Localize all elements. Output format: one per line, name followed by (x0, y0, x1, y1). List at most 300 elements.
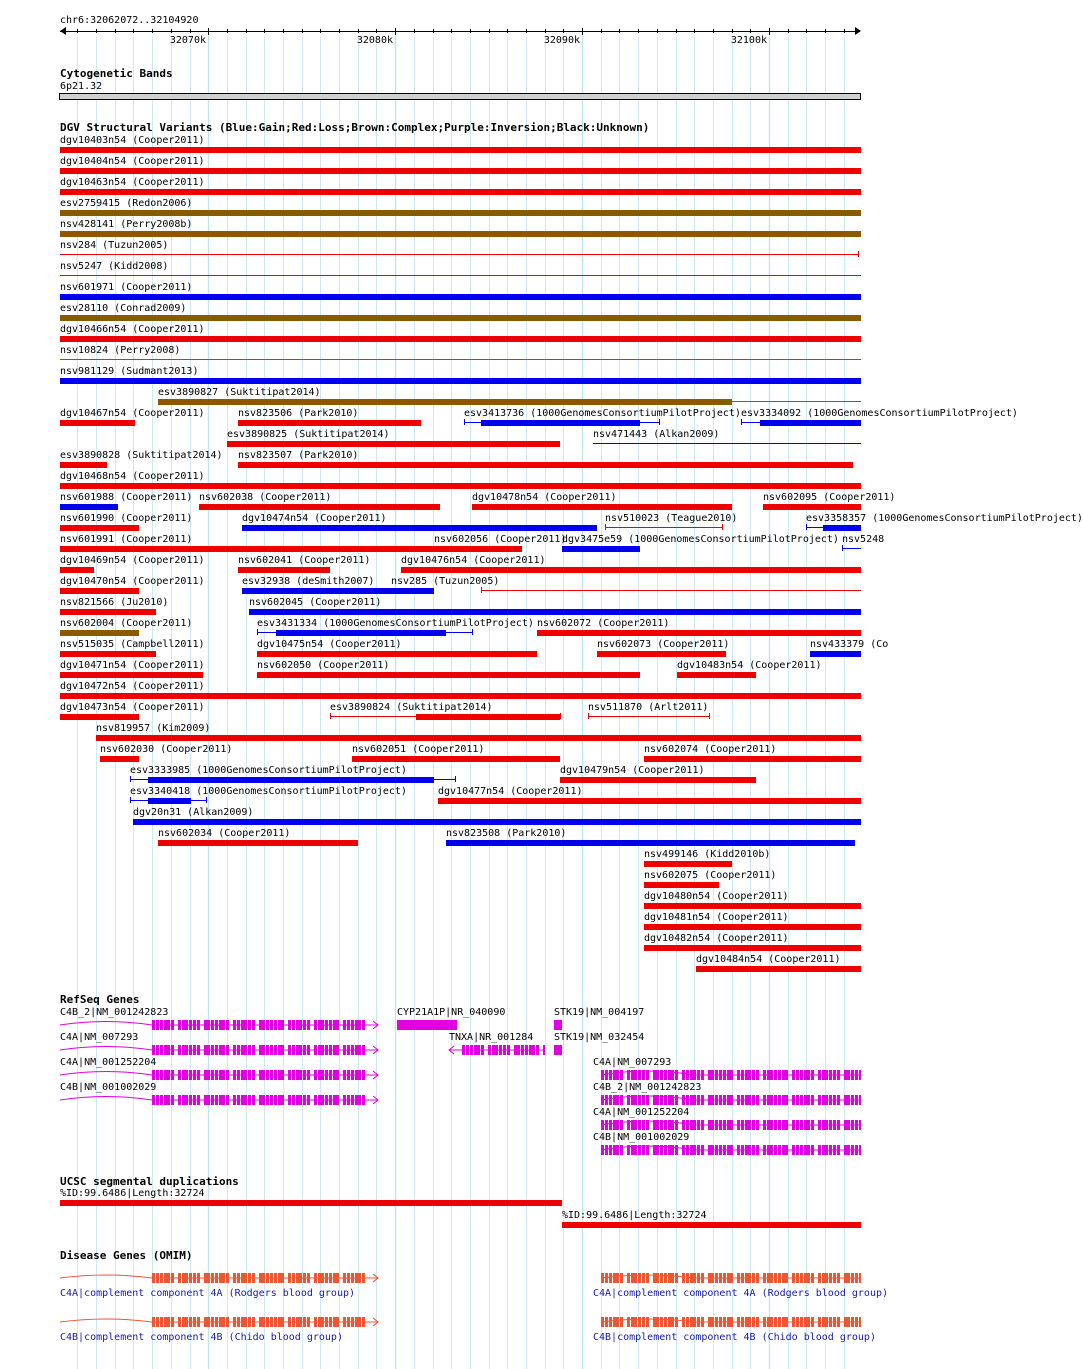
exon-block (723, 1070, 726, 1080)
dgv-variant-bar[interactable] (60, 210, 861, 216)
dgv-variant-cap (472, 629, 473, 635)
gene-label[interactable]: C4A|NM_001252204 (60, 1057, 157, 1068)
dgv-variant-bar[interactable] (158, 399, 732, 405)
omim-exon-block (855, 1317, 858, 1327)
dgv-variant-bar[interactable] (810, 651, 861, 657)
dgv-variant-label[interactable]: dgv10479n54 (Cooper2011) (560, 765, 705, 776)
dgv-variant-label[interactable]: nsv515035 (Campbell2011) (60, 639, 205, 650)
dgv-variant-bar[interactable] (242, 525, 597, 531)
dgv-variant-label[interactable]: nsv499146 (Kidd2010b) (644, 849, 771, 860)
omim-exon-block (682, 1317, 685, 1327)
exon-block (737, 1120, 740, 1130)
dgv-variant-label[interactable]: nsv602051 (Cooper2011) (352, 744, 485, 755)
exon-block (756, 1145, 759, 1155)
dgv-variant-bar[interactable] (823, 525, 861, 531)
dgv-variant-bar[interactable] (560, 777, 756, 783)
exon-block (818, 1120, 821, 1130)
dgv-variant-bar[interactable] (644, 945, 861, 951)
exon-block (844, 1095, 850, 1105)
exon-block (719, 1145, 722, 1155)
dgv-variant-bar[interactable] (644, 861, 732, 867)
ruler-arrow-right-icon (855, 27, 861, 35)
exon-block (664, 1095, 667, 1105)
dgv-variant-label[interactable]: nsv602073 (Cooper2011) (597, 639, 730, 650)
exon-block (804, 1070, 810, 1080)
omim-exon-block (638, 1273, 641, 1283)
exon-block (800, 1095, 803, 1105)
gene-label[interactable]: C4B_2|NM_001242823 (593, 1082, 702, 1093)
dgv-variant-label[interactable]: nsv602075 (Cooper2011) (644, 870, 777, 881)
dgv-variant-label[interactable]: nsv602050 (Cooper2011) (257, 660, 390, 671)
dgv-variant-bar[interactable] (257, 672, 640, 678)
dgv-variant-bar[interactable] (60, 609, 156, 615)
dgv-variant-label[interactable]: dgv3475e59 (1000GenomesConsortiumPilotProject) (562, 534, 839, 545)
dgv-variant-label[interactable]: nsv433379 (Co (810, 639, 889, 650)
exon-block (727, 1120, 733, 1130)
dgv-variant-label[interactable]: dgv10472n54 (Cooper2011) (60, 681, 205, 692)
omim-exon-block (800, 1317, 803, 1327)
dgv-variant-bar[interactable] (60, 147, 861, 153)
dgv-track-title: DGV Structural Variants (Blue:Gain;Red:Loss;Brown:Complex;Purple:Inversion;Black:Unknown) (60, 121, 650, 134)
exon-block (653, 1145, 659, 1155)
gene-label[interactable]: C4A|NM_007293 (593, 1057, 672, 1068)
gene-label[interactable]: TNXA|NR_001284 (449, 1032, 534, 1043)
dgv-variant-label[interactable]: dgv10476n54 (Cooper2011) (401, 555, 546, 566)
dgv-variant-label[interactable]: dgv10404n54 (Cooper2011) (60, 156, 205, 167)
dgv-variant-line (481, 590, 861, 591)
dgv-variant-bar[interactable] (401, 567, 861, 573)
exon-block (782, 1145, 788, 1155)
dgv-variant-bar[interactable] (96, 735, 861, 741)
dgv-variant-label[interactable]: esv3890828 (Suktitipat2014) (60, 450, 223, 461)
dgv-variant-label[interactable]: dgv10463n54 (Cooper2011) (60, 177, 205, 188)
dgv-variant-label[interactable]: dgv10481n54 (Cooper2011) (644, 912, 789, 923)
exon-block (642, 1120, 645, 1130)
dgv-variant-bar[interactable] (238, 567, 330, 573)
exon-block (782, 1120, 788, 1130)
omim-exon-block (851, 1273, 854, 1283)
dgv-variant-label[interactable]: nsv601991 (Cooper2011) (60, 534, 193, 545)
dgv-variant-label[interactable]: nsv602095 (Cooper2011) (763, 492, 896, 503)
dgv-variant-bar[interactable] (60, 483, 861, 489)
dgv-variant-label[interactable]: nsv602041 (Cooper2011) (238, 555, 371, 566)
exon-block (811, 1070, 814, 1080)
dgv-variant-label[interactable]: nsv821566 (Ju2010) (60, 597, 169, 608)
omim-exon-block (646, 1317, 649, 1327)
dgv-variant-bar[interactable] (60, 630, 139, 636)
refseq-track-title: RefSeq Genes (60, 993, 140, 1006)
exon-block (855, 1120, 858, 1130)
gene-model[interactable] (0, 1094, 890, 1106)
dgv-variant-bar[interactable] (238, 462, 853, 468)
omim-exon-block (697, 1317, 700, 1327)
ruler-minor-tick (358, 29, 359, 33)
exon-block (792, 1120, 795, 1130)
dgv-variant-label[interactable]: nsv823506 (Park2010) (238, 408, 359, 419)
exon-block (829, 1070, 832, 1080)
dgv-variant-label[interactable]: dgv10467n54 (Cooper2011) (60, 408, 205, 419)
dgv-variant-label[interactable]: nsv981129 (Sudmant2013) (60, 366, 199, 377)
dgv-variant-bar[interactable] (60, 359, 861, 360)
dgv-variant-label[interactable]: nsv601990 (Cooper2011) (60, 513, 193, 524)
dgv-variant-label[interactable]: dgv10484n54 (Cooper2011) (696, 954, 841, 965)
omim-exon-block (752, 1317, 755, 1327)
exon-block (811, 1120, 814, 1130)
dgv-variant-cap (206, 797, 207, 803)
omim-exon-block (664, 1273, 667, 1283)
dgv-variant-label[interactable]: dgv10470n54 (Cooper2011) (60, 576, 205, 587)
dgv-variant-bar[interactable] (644, 903, 861, 909)
dgv-variant-bar[interactable] (60, 378, 861, 384)
dgv-variant-bar[interactable] (446, 840, 855, 846)
dgv-variant-bar[interactable] (60, 714, 139, 720)
dgv-variant-bar[interactable] (276, 630, 446, 636)
omim-exon-block (613, 1317, 619, 1327)
dgv-variant-label[interactable]: dgv10403n54 (Cooper2011) (60, 135, 205, 146)
omim-label[interactable]: C4A|complement component 4A (Rodgers blood group) (593, 1288, 889, 1299)
segdup-label[interactable]: %ID:99.6486|Length:32724 (562, 1210, 707, 1221)
omim-exon-block (660, 1317, 663, 1327)
dgv-variant-label[interactable]: esv2759415 (Redon2006) (60, 198, 193, 209)
exon-block (686, 1095, 689, 1105)
cytoband-bar[interactable] (59, 93, 861, 100)
dgv-variant-label[interactable]: nsv602056 (Cooper2011) (434, 534, 567, 545)
exon-block (756, 1095, 759, 1105)
dgv-variant-label[interactable]: esv3431334 (1000GenomesConsortiumPilotProject) (257, 618, 534, 629)
gene-label[interactable]: C4A|NM_001252204 (593, 1107, 690, 1118)
dgv-variant-bar[interactable] (472, 504, 732, 510)
exon-block (609, 1120, 612, 1130)
dgv-variant-label[interactable]: dgv10477n54 (Cooper2011) (438, 786, 583, 797)
dgv-variant-bar[interactable] (677, 672, 756, 678)
dgv-variant-label[interactable]: nsv823508 (Park2010) (446, 828, 567, 839)
dgv-variant-bar[interactable] (60, 462, 107, 468)
exon-block (631, 1095, 637, 1105)
ruler-major-tick (395, 28, 396, 35)
omim-exon-block (708, 1273, 714, 1283)
dgv-variant-label[interactable]: nsv602030 (Cooper2011) (100, 744, 233, 755)
dgv-variant-bar[interactable] (438, 798, 861, 804)
dgv-variant-cap (741, 419, 742, 425)
ruler-minor-tick (619, 29, 620, 33)
exon-block (851, 1070, 854, 1080)
omim-exon-block (701, 1273, 704, 1283)
exon-block (668, 1070, 674, 1080)
dgv-variant-label[interactable]: dgv10473n54 (Cooper2011) (60, 702, 205, 713)
exon-block (767, 1095, 773, 1105)
dgv-variant-bar[interactable] (60, 168, 861, 174)
omim-exon-block (727, 1317, 733, 1327)
dgv-variant-bar[interactable] (416, 714, 560, 720)
ruler-minor-tick (788, 29, 789, 33)
dgv-variant-bar[interactable] (481, 420, 640, 426)
exon-block (745, 1120, 751, 1130)
ruler-axis (60, 31, 860, 32)
ruler-minor-tick (376, 29, 377, 33)
gene-label[interactable]: STK19|NM_004197 (554, 1007, 645, 1018)
dgv-variant-bar[interactable] (60, 504, 118, 510)
omim-label[interactable]: C4B|complement component 4B (Chido blood group) (60, 1332, 343, 1343)
dgv-variant-bar[interactable] (60, 672, 203, 678)
exon-block (756, 1120, 759, 1130)
ruler-minor-tick (601, 29, 602, 33)
exon-block (690, 1145, 696, 1155)
omim-exon-block (686, 1273, 689, 1283)
exon-block (627, 1120, 630, 1130)
exon-block (697, 1095, 700, 1105)
dgv-variant-label[interactable]: dgv10474n54 (Cooper2011) (242, 513, 387, 524)
exon-block (690, 1095, 696, 1105)
dgv-variant-label[interactable]: dgv10482n54 (Cooper2011) (644, 933, 789, 944)
exon-block (829, 1145, 832, 1155)
dgv-variant-label[interactable]: nsv602004 (Cooper2011) (60, 618, 193, 629)
dgv-variant-label[interactable]: esv28110 (Conrad2009) (60, 303, 187, 314)
dgv-variant-bar[interactable] (242, 588, 434, 594)
exon-block (719, 1095, 722, 1105)
dgv-variant-bar[interactable] (60, 693, 861, 699)
dgv-variant-label[interactable]: esv3890824 (Suktitipat2014) (330, 702, 493, 713)
ruler-minor-tick (750, 29, 751, 33)
omim-exon-block (752, 1273, 755, 1283)
omim-exon-block (638, 1317, 641, 1327)
dgv-variant-bar[interactable] (60, 588, 139, 594)
dgv-variant-bar[interactable] (158, 840, 358, 846)
exon-block (774, 1095, 777, 1105)
omim-exon-block (829, 1273, 832, 1283)
dgv-variant-cap (130, 776, 131, 782)
dgv-variant-bar[interactable] (60, 231, 861, 237)
dgv-variant-bar[interactable] (148, 798, 191, 804)
gene-label[interactable]: C4B|NM_001002029 (60, 1082, 157, 1093)
dgv-variant-bar[interactable] (227, 441, 560, 447)
exon-block (800, 1145, 803, 1155)
omim-label[interactable]: C4A|complement component 4A (Rodgers blood group) (60, 1288, 356, 1299)
dgv-variant-bar[interactable] (133, 819, 861, 825)
dgv-variant-cap (330, 713, 331, 719)
exon-block (613, 1120, 619, 1130)
dgv-variant-bar[interactable] (60, 336, 861, 342)
exon-block (796, 1145, 799, 1155)
dgv-variant-label[interactable]: nsv602034 (Cooper2011) (158, 828, 291, 839)
omim-exon-block (609, 1317, 612, 1327)
dgv-variant-bar[interactable] (537, 630, 861, 636)
dgv-variant-label[interactable]: nsv823507 (Park2010) (238, 450, 359, 461)
gene-label[interactable]: STK19|NM_032454 (554, 1032, 645, 1043)
exon-block (642, 1095, 645, 1105)
dgv-variant-bar[interactable] (644, 924, 861, 930)
exon-block (682, 1145, 685, 1155)
exon-block (851, 1120, 854, 1130)
omim-exon-block (818, 1273, 821, 1283)
exon-block (796, 1120, 799, 1130)
omim-exon-block (829, 1317, 832, 1327)
ruler-minor-tick (414, 29, 415, 33)
dgv-variant-label[interactable]: nsv602038 (Cooper2011) (199, 492, 332, 503)
ruler-tick-label: 32070k (169, 35, 206, 46)
gene-label[interactable]: CYP21A1P|NR_040090 (397, 1007, 506, 1018)
exon-block (609, 1070, 612, 1080)
exon-block (804, 1095, 810, 1105)
dgv-variant-bar[interactable] (60, 294, 861, 300)
dgv-variant-bar[interactable] (60, 546, 434, 552)
omim-gene-model[interactable] (0, 1316, 890, 1328)
exon-block (767, 1120, 773, 1130)
dgv-variant-cap (659, 419, 660, 425)
dgv-variant-bar[interactable] (60, 525, 139, 531)
gene-label[interactable]: C4B_2|NM_001242823 (60, 1007, 169, 1018)
segdup-bar[interactable] (562, 1222, 861, 1228)
ruler-minor-tick (190, 29, 191, 33)
exon-block (701, 1145, 704, 1155)
omim-exon-block (664, 1317, 667, 1327)
exon-block (642, 1145, 645, 1155)
exon-block (737, 1145, 740, 1155)
dgv-variant-bar[interactable] (199, 504, 440, 510)
omim-exon-block (690, 1317, 696, 1327)
dgv-variant-label[interactable]: esv3890827 (Suktitipat2014) (158, 387, 321, 398)
dgv-variant-bar[interactable] (60, 420, 135, 426)
dgv-variant-label[interactable]: dgv10466n54 (Cooper2011) (60, 324, 205, 335)
omim-exon-block (601, 1273, 604, 1283)
exon-block (792, 1095, 795, 1105)
dgv-variant-label[interactable]: dgv10475n54 (Cooper2011) (257, 639, 402, 650)
dgv-variant-label[interactable]: nsv602072 (Cooper2011) (537, 618, 670, 629)
gene-model[interactable] (0, 1144, 890, 1156)
dgv-variant-label[interactable]: esv3334092 (1000GenomesConsortiumPilotProject) (741, 408, 1018, 419)
dgv-variant-label[interactable]: nsv428141 (Perry2008b) (60, 219, 193, 230)
dgv-variant-label[interactable]: nsv511870 (Arlt2011) (588, 702, 709, 713)
dgv-variant-label[interactable]: nsv471443 (Alkan2009) (593, 429, 720, 440)
exon-block (822, 1070, 828, 1080)
exon-block (859, 1145, 861, 1155)
dgv-variant-label[interactable]: dgv10469n54 (Cooper2011) (60, 555, 205, 566)
dgv-variant-bar[interactable] (249, 609, 861, 615)
exon-block (638, 1120, 641, 1130)
dgv-variant-bar[interactable] (760, 420, 861, 426)
exon-block (627, 1070, 630, 1080)
dgv-variant-label[interactable]: esv3333985 (1000GenomesConsortiumPilotProject) (130, 765, 407, 776)
dgv-variant-bar[interactable] (593, 443, 861, 444)
dgv-variant-bar[interactable] (60, 651, 156, 657)
exon-block (613, 1145, 619, 1155)
dgv-variant-bar[interactable] (434, 546, 522, 552)
dgv-variant-line (842, 548, 861, 549)
gene-model[interactable] (0, 1119, 890, 1131)
omim-label[interactable]: C4B|complement component 4B (Chido blood group) (593, 1332, 876, 1343)
dgv-variant-label[interactable]: dgv10478n54 (Cooper2011) (472, 492, 617, 503)
exon-block (782, 1095, 788, 1105)
dgv-variant-bar[interactable] (257, 651, 537, 657)
exon-block (811, 1095, 814, 1105)
dgv-variant-label[interactable]: nsv285 (Tuzun2005) (391, 576, 500, 587)
dgv-variant-label[interactable]: nsv601988 (Cooper2011) (60, 492, 193, 503)
dgv-variant-bar[interactable] (60, 315, 861, 321)
dgv-variant-label[interactable]: dgv10483n54 (Cooper2011) (677, 660, 822, 671)
omim-exon-block (811, 1273, 814, 1283)
dgv-variant-label[interactable]: nsv510023 (Teague2010) (605, 513, 738, 524)
segdup-bar[interactable] (60, 1200, 562, 1206)
dgv-variant-bar[interactable] (696, 966, 861, 972)
dgv-variant-label[interactable]: dgv10468n54 (Cooper2011) (60, 471, 205, 482)
dgv-variant-bar[interactable] (60, 189, 861, 195)
dgv-variant-bar[interactable] (60, 275, 861, 276)
exon-block (741, 1145, 744, 1155)
exon-block (767, 1070, 773, 1080)
dgv-variant-label[interactable]: dgv10471n54 (Cooper2011) (60, 660, 205, 671)
dgv-variant-cap (722, 524, 723, 530)
gene-model[interactable] (0, 1019, 890, 1031)
dgv-variant-label[interactable]: nsv819957 (Kim2009) (96, 723, 211, 734)
dgv-variant-label[interactable]: dgv10480n54 (Cooper2011) (644, 891, 789, 902)
exon-block (800, 1070, 803, 1080)
exon-block (668, 1145, 674, 1155)
dgv-variant-cap (464, 419, 465, 425)
dgv-variant-bar[interactable] (238, 420, 421, 426)
omim-exon-block (601, 1317, 604, 1327)
dgv-variant-bar[interactable] (60, 567, 94, 573)
omim-exon-block (767, 1273, 773, 1283)
exon-block (752, 1095, 755, 1105)
exon-block (601, 1145, 604, 1155)
ruler-minor-tick (694, 29, 695, 33)
omim-exon-block (605, 1273, 608, 1283)
exon-block (804, 1145, 810, 1155)
exon-block (620, 1145, 623, 1155)
omim-gene-model[interactable] (0, 1272, 890, 1284)
dgv-variant-label[interactable]: dgv20n31 (Alkan2009) (133, 807, 254, 818)
dgv-variant-label[interactable]: esv32938 (deSmith2007) (242, 576, 375, 587)
exon-block (653, 1070, 659, 1080)
dgv-variant-bar[interactable] (60, 254, 858, 255)
omim-track-title: Disease Genes (OMIM) (60, 1249, 193, 1262)
exon-block (737, 1095, 740, 1105)
omim-exon-block (833, 1317, 836, 1327)
gene-model[interactable] (0, 1044, 890, 1056)
dgv-variant-label[interactable]: nsv602074 (Cooper2011) (644, 744, 777, 755)
gene-model[interactable] (0, 1069, 890, 1081)
dgv-variant-bar[interactable] (644, 756, 861, 762)
gene-label[interactable]: C4A|NM_007293 (60, 1032, 139, 1043)
dgv-variant-bar[interactable] (352, 756, 560, 762)
dgv-variant-label[interactable]: esv3413736 (1000GenomesConsortiumPilotProject) (464, 408, 741, 419)
dgv-variant-label[interactable]: nsv5248 (842, 534, 885, 545)
dgv-variant-bar[interactable] (562, 546, 640, 552)
dgv-variant-bar[interactable] (597, 651, 726, 657)
dgv-variant-bar[interactable] (148, 777, 434, 783)
omim-exon-block (741, 1273, 744, 1283)
ruler-minor-tick (676, 29, 677, 33)
gene-label[interactable]: C4B|NM_001002029 (593, 1132, 690, 1143)
omim-exon-block (756, 1317, 759, 1327)
omim-exon-block (697, 1273, 700, 1283)
segdup-label[interactable]: %ID:99.6486|Length:32724 (60, 1188, 205, 1199)
dgv-variant-bar[interactable] (644, 882, 719, 888)
dgv-variant-label[interactable]: nsv601971 (Cooper2011) (60, 282, 193, 293)
dgv-variant-label[interactable]: esv3358357 (1000GenomesConsortiumPilotProject) (806, 513, 1083, 524)
dgv-variant-label[interactable]: nsv10824 (Perry2008) (60, 345, 181, 356)
dgv-variant-label[interactable]: nsv5247 (Kidd2008) (60, 261, 169, 272)
exon-block (715, 1070, 718, 1080)
exon-block (715, 1095, 718, 1105)
dgv-variant-label[interactable]: nsv602045 (Cooper2011) (249, 597, 382, 608)
dgv-variant-bar[interactable] (763, 504, 861, 510)
dgv-variant-label[interactable]: esv3340418 (1000GenomesConsortiumPilotProject) (130, 786, 407, 797)
ruler-tick-label: 32080k (356, 35, 393, 46)
dgv-variant-label[interactable]: nsv284 (Tuzun2005) (60, 240, 169, 251)
dgv-variant-label[interactable]: esv3890825 (Suktitipat2014) (227, 429, 390, 440)
dgv-variant-bar[interactable] (100, 756, 139, 762)
exon-block (829, 1095, 832, 1105)
